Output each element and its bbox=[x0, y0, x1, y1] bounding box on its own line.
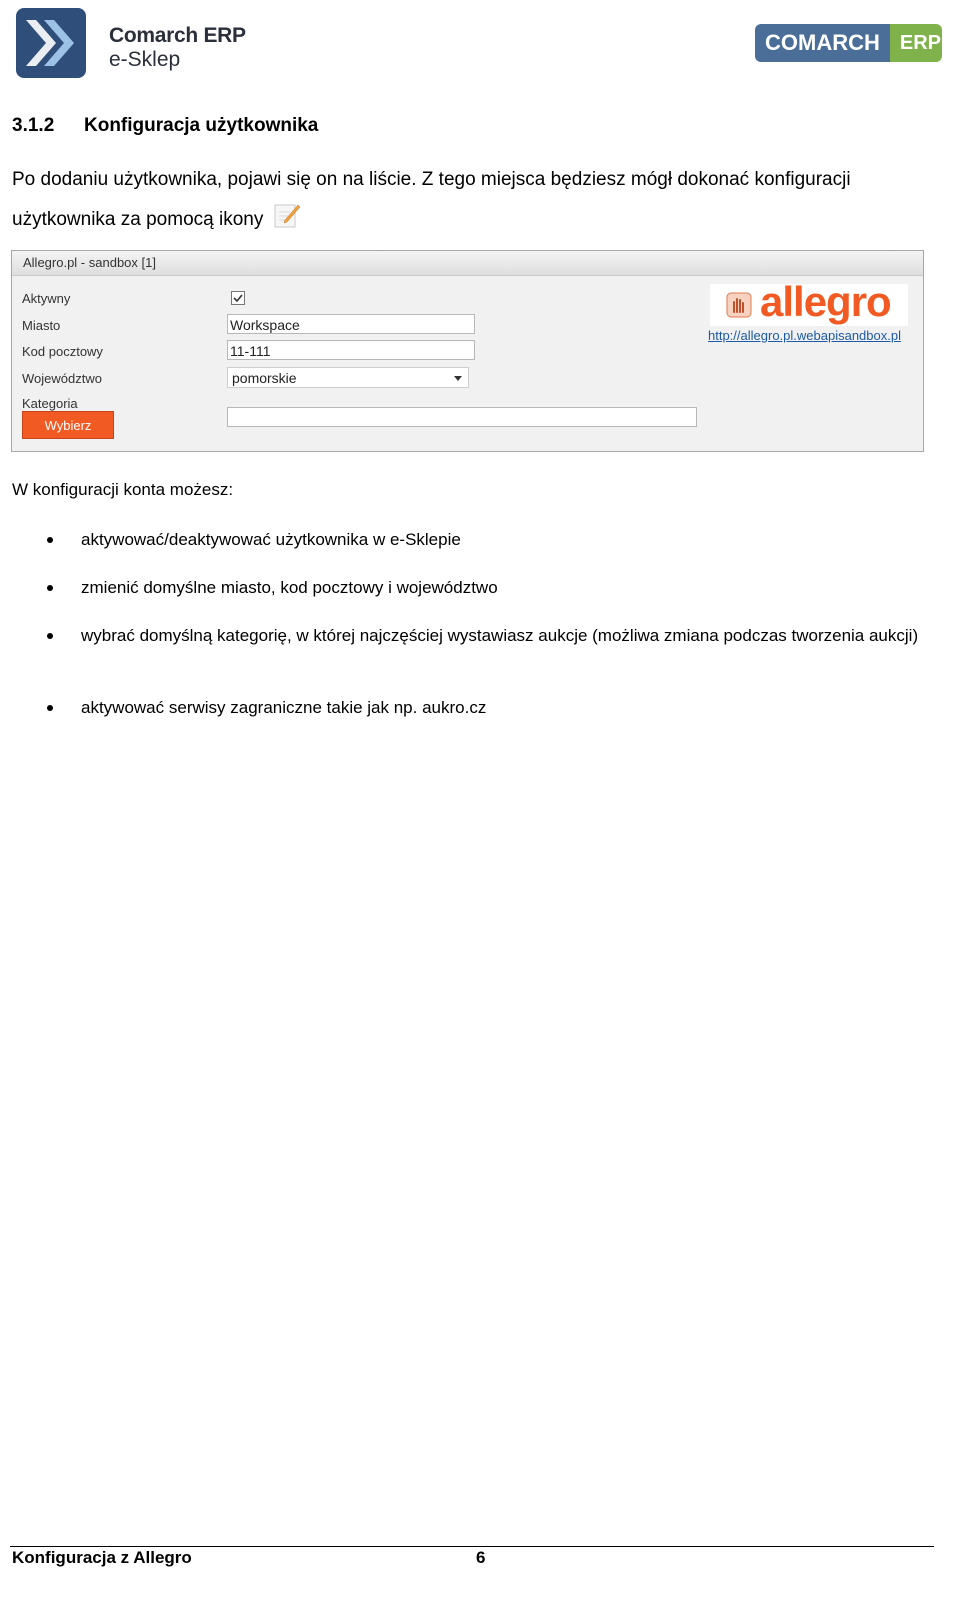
city-input[interactable]: Workspace bbox=[227, 314, 475, 334]
footer-divider bbox=[10, 1546, 934, 1547]
paragraph-line-2-text: użytkownika za pomocą ikony bbox=[12, 209, 264, 230]
comarch-erp-esklep-logo bbox=[16, 8, 256, 80]
postal-code-input[interactable]: 11-111 bbox=[227, 340, 475, 360]
label-province: Województwo bbox=[22, 371, 102, 386]
allegro-config-panel bbox=[11, 250, 924, 452]
panel-title: Allegro.pl - sandbox [1] bbox=[23, 255, 156, 270]
label-postal: Kod pocztowy bbox=[22, 344, 103, 359]
paragraph-line-1: Po dodaniu użytkownika, pojawi się on na liście. Z tego miejsca będziesz mógł dokonać konfiguracji bbox=[12, 169, 851, 190]
bullet-icon bbox=[47, 705, 53, 711]
list-item-text: zmienić domyślne miasto, kod pocztowy i województwo bbox=[81, 578, 498, 597]
province-select-value: pomorskie bbox=[232, 370, 297, 386]
choose-category-button[interactable]: Wybierz bbox=[22, 411, 114, 439]
section-number: 3.1.2 bbox=[12, 115, 55, 136]
intro-paragraph bbox=[12, 160, 932, 240]
allegro-hand-icon bbox=[724, 290, 754, 320]
section-heading bbox=[12, 115, 318, 137]
badge-erp: ERP bbox=[890, 24, 942, 62]
bullet-icon bbox=[47, 633, 53, 639]
dropdown-arrow-icon bbox=[454, 376, 462, 381]
list-item-text: aktywować serwisy zagraniczne takie jak np. aukro.cz bbox=[81, 698, 487, 717]
bullet-icon bbox=[47, 537, 53, 543]
label-city: Miasto bbox=[22, 318, 61, 333]
allegro-sandbox-link[interactable]: http://allegro.pl.webapisandbox.pl bbox=[708, 328, 901, 343]
comarch-erp-badge bbox=[755, 24, 942, 62]
bullet-icon bbox=[47, 585, 53, 591]
active-checkbox[interactable] bbox=[231, 291, 245, 305]
allegro-wordmark: allegro bbox=[760, 278, 891, 325]
logo-line-2: e-Sklep bbox=[109, 48, 181, 71]
logo-line-1: Comarch ERP bbox=[109, 24, 246, 47]
page-number: 6 bbox=[476, 1548, 486, 1567]
section-title: Konfiguracja użytkownika bbox=[84, 115, 319, 136]
allegro-logo bbox=[710, 278, 908, 326]
badge-comarch: COMARCH bbox=[755, 24, 890, 62]
paragraph-line-2 bbox=[12, 200, 932, 240]
check-icon bbox=[232, 292, 244, 304]
province-select[interactable] bbox=[227, 367, 469, 388]
footer-chapter: Konfiguracja z Allegro bbox=[12, 1548, 192, 1567]
label-category: Kategoria bbox=[22, 396, 78, 411]
list-item-text: aktywować/deaktywować użytkownika w e-Sklepie bbox=[81, 530, 461, 549]
list-item-text: wybrać domyślną kategorię, w której najczęściej wystawiasz aukcje (możliwa zmiana podczas tworzenia aukcji) bbox=[81, 626, 919, 645]
category-input[interactable] bbox=[227, 407, 697, 427]
edit-icon bbox=[273, 201, 301, 229]
config-intro: W konfiguracji konta możesz: bbox=[12, 480, 234, 499]
comarch-logo-icon bbox=[16, 8, 86, 78]
panel-title-bar bbox=[12, 251, 923, 276]
label-active: Aktywny bbox=[22, 291, 71, 306]
